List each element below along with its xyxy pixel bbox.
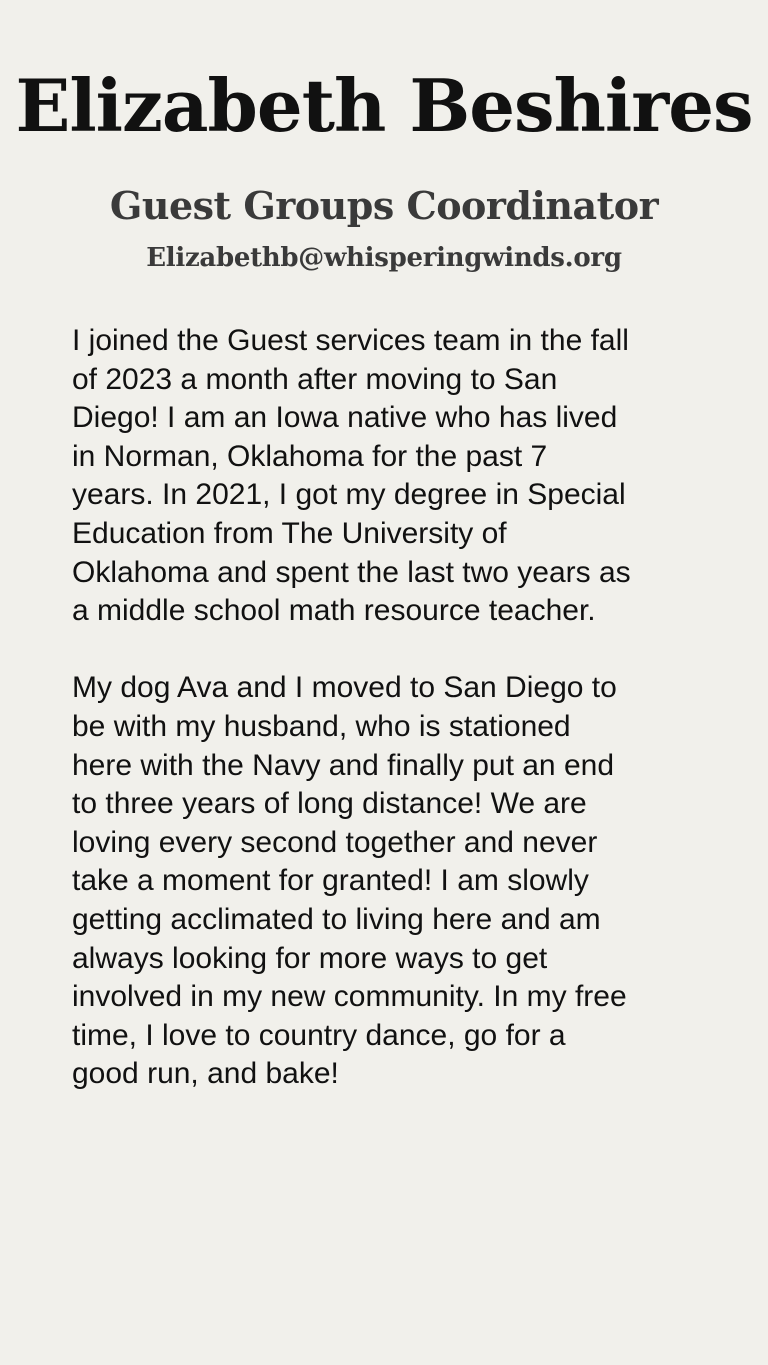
bio-line: time, I love to country dance, go for a — [72, 1018, 566, 1052]
bio-line: here with the Navy and finally put an end — [72, 748, 615, 782]
bio-line: in Norman, Oklahoma for the past 7 — [72, 439, 548, 473]
bio-line: involved in my new community. In my free — [72, 980, 627, 1014]
profile-job-title: Guest Groups Coordinator — [109, 183, 659, 228]
bio-line: good run, and bake! — [72, 1057, 339, 1091]
bio-line: always looking for more ways to get — [72, 941, 548, 975]
bio-line: a middle school math resource teacher. — [72, 594, 596, 628]
bio-line: be with my husband, who is stationed — [72, 709, 571, 743]
profile-email: Elizabethb@whisperingwinds.org — [146, 243, 622, 273]
bio-line: to three years of long distance! We are — [72, 787, 587, 821]
bio-line: I joined the Guest services team in the fall — [72, 324, 629, 357]
bio-line: loving every second together and never — [72, 825, 598, 859]
bio-line: Oklahoma and spent the last two years as — [72, 555, 631, 589]
bio-line: of 2023 a month after moving to San — [72, 362, 558, 396]
bio-section — [72, 322, 712, 1094]
bio-line: take a moment for granted! I am slowly — [72, 864, 589, 898]
bio-paragraph-2 — [72, 669, 712, 1094]
bio-line: My dog Ava and I moved to San Diego to — [72, 671, 617, 705]
bio-line: Diego! I am an Iowa native who has lived — [72, 401, 618, 435]
bio-line: getting acclimated to living here and am — [72, 902, 601, 936]
profile-name: Elizabeth Beshires — [15, 63, 753, 148]
bio-paragraph-1 — [72, 322, 712, 631]
bio-line: years. In 2021, I got my degree in Special — [72, 478, 626, 512]
bio-line: Education from The University of — [72, 516, 507, 550]
